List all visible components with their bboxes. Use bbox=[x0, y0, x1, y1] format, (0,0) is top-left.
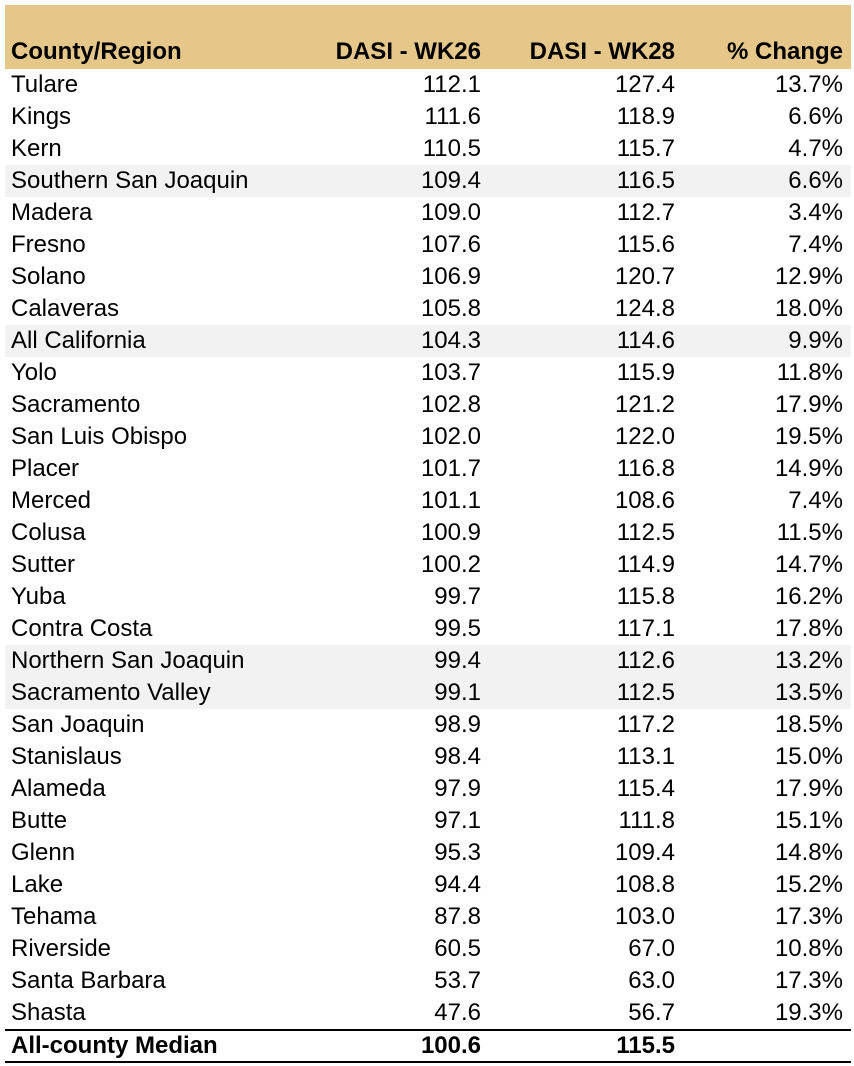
table-row bbox=[5, 261, 851, 293]
percent-change-cell: 14.7% bbox=[774, 551, 843, 578]
dasi-wk26-cell: 112.1 bbox=[422, 71, 481, 98]
percent-change-cell: 18.0% bbox=[774, 295, 843, 322]
dasi-wk26-cell: 109.4 bbox=[420, 167, 481, 194]
dasi-wk26-cell: 95.3 bbox=[434, 839, 481, 866]
county-name-cell: Kings bbox=[11, 103, 72, 130]
table-body bbox=[5, 69, 851, 1030]
dasi-wk26-cell: 99.5 bbox=[434, 615, 481, 642]
region-row bbox=[5, 677, 851, 709]
dasi-wk26-cell: 111.6 bbox=[424, 103, 481, 130]
percent-change-cell: 13.2% bbox=[774, 647, 843, 674]
dasi-wk26-cell: 53.7 bbox=[434, 967, 481, 994]
county-name-cell: Tehama bbox=[11, 903, 97, 930]
dasi-wk26-cell: 47.6 bbox=[434, 999, 481, 1026]
county-name-cell: Alameda bbox=[11, 775, 106, 802]
column-header-dasi-wk28: DASI - WK28 bbox=[529, 38, 675, 65]
table-row bbox=[5, 485, 851, 517]
table-row bbox=[5, 933, 851, 965]
dasi-wk26-cell: 103.7 bbox=[420, 359, 481, 386]
dasi-wk28-cell: 118.9 bbox=[616, 103, 675, 130]
percent-change-cell: 6.6% bbox=[788, 103, 843, 130]
dasi-wk28-cell: 112.7 bbox=[616, 199, 675, 226]
county-name-cell: Colusa bbox=[11, 519, 86, 546]
dasi-wk28-cell: 108.6 bbox=[614, 487, 675, 514]
table-row bbox=[5, 69, 851, 101]
county-name-cell: Shasta bbox=[11, 999, 86, 1026]
region-row bbox=[5, 325, 851, 357]
dasi-wk26-cell: 102.8 bbox=[420, 391, 481, 418]
table-row bbox=[5, 293, 851, 325]
table-row bbox=[5, 581, 851, 613]
table-row bbox=[5, 901, 851, 933]
dasi-wk28-cell: 114.9 bbox=[616, 551, 675, 578]
dasi-wk26-cell: 110.5 bbox=[422, 135, 481, 162]
dasi-wk26-cell: 106.9 bbox=[420, 263, 481, 290]
dasi-wk26-cell: 87.8 bbox=[434, 903, 481, 930]
region-row bbox=[5, 165, 851, 197]
dasi-wk28-cell: 117.1 bbox=[616, 615, 675, 642]
dasi-wk26-cell: 97.9 bbox=[434, 775, 481, 802]
percent-change-cell: 6.6% bbox=[788, 167, 843, 194]
dasi-wk26-cell: 98.9 bbox=[434, 711, 481, 738]
county-name-cell: Fresno bbox=[11, 231, 86, 258]
dasi-wk26-cell: 101.1 bbox=[420, 487, 481, 514]
dasi-wk28-cell: 115.4 bbox=[616, 775, 675, 802]
dasi-wk26-cell: 99.1 bbox=[434, 679, 481, 706]
dasi-wk28-cell: 63.0 bbox=[628, 967, 675, 994]
percent-change-cell: 15.1% bbox=[774, 807, 843, 834]
dasi-table bbox=[5, 5, 851, 1063]
county-name-cell: Stanislaus bbox=[11, 743, 122, 770]
percent-change-cell: 13.7% bbox=[774, 71, 843, 98]
county-name-cell: Butte bbox=[11, 807, 68, 834]
percent-change-cell: 15.2% bbox=[774, 871, 843, 898]
percent-change-cell: 17.3% bbox=[774, 967, 843, 994]
dasi-wk26-cell: 109.0 bbox=[420, 199, 481, 226]
dasi-wk28-cell: 121.2 bbox=[614, 391, 675, 418]
percent-change-cell: 11.8% bbox=[776, 359, 843, 386]
percent-change-cell: 9.9% bbox=[788, 327, 843, 354]
dasi-wk26-cell: 99.4 bbox=[434, 647, 481, 674]
percent-change-cell: 12.9% bbox=[774, 263, 843, 290]
dasi-wk28-cell: 115.8 bbox=[616, 583, 675, 610]
column-header-dasi-wk26: DASI - WK26 bbox=[335, 38, 481, 65]
table-row bbox=[5, 805, 851, 837]
dasi-wk26-cell: 99.7 bbox=[434, 583, 481, 610]
column-header-percent-change: % Change bbox=[726, 38, 843, 65]
table-row bbox=[5, 197, 851, 229]
county-name-cell: Solano bbox=[11, 263, 86, 290]
table-row bbox=[5, 421, 851, 453]
percent-change-cell: 17.8% bbox=[774, 615, 843, 642]
dasi-wk28-cell: 109.4 bbox=[614, 839, 675, 866]
table-row bbox=[5, 229, 851, 261]
region-row bbox=[5, 645, 851, 677]
dasi-wk28-cell: 108.8 bbox=[614, 871, 675, 898]
table-header bbox=[5, 5, 851, 69]
dasi-wk28-cell: 112.6 bbox=[616, 647, 675, 674]
median-wk26: 100.6 bbox=[420, 1032, 481, 1059]
county-name-cell: Tulare bbox=[11, 71, 79, 98]
county-name-cell: Northern San Joaquin bbox=[11, 647, 245, 674]
dasi-wk26-cell: 100.9 bbox=[420, 519, 481, 546]
county-name-cell: Sacramento bbox=[11, 391, 141, 418]
percent-change-cell: 3.4% bbox=[788, 199, 843, 226]
dasi-wk26-cell: 98.4 bbox=[434, 743, 481, 770]
county-name-cell: Santa Barbara bbox=[11, 967, 166, 994]
county-name-cell: Yuba bbox=[11, 583, 66, 610]
median-row bbox=[5, 1030, 851, 1062]
county-name-cell: Kern bbox=[11, 135, 62, 162]
dasi-wk26-cell: 97.1 bbox=[434, 807, 481, 834]
dasi-wk26-cell: 94.4 bbox=[434, 871, 481, 898]
county-name-cell: All California bbox=[11, 327, 146, 354]
dasi-wk26-cell: 102.0 bbox=[420, 423, 481, 450]
percent-change-cell: 11.5% bbox=[776, 519, 843, 546]
percent-change-cell: 17.3% bbox=[774, 903, 843, 930]
dasi-wk28-cell: 112.5 bbox=[616, 679, 675, 706]
percent-change-cell: 14.8% bbox=[774, 839, 843, 866]
county-name-cell: Sutter bbox=[11, 551, 76, 578]
percent-change-cell: 19.5% bbox=[774, 423, 843, 450]
percent-change-cell: 4.7% bbox=[788, 135, 843, 162]
dasi-wk28-cell: 56.7 bbox=[628, 999, 675, 1026]
median-wk28: 115.5 bbox=[616, 1032, 675, 1059]
median-label: All-county Median bbox=[11, 1032, 218, 1059]
dasi-wk28-cell: 116.5 bbox=[616, 167, 675, 194]
table-footer bbox=[5, 1030, 851, 1062]
dasi-wk26-cell: 105.8 bbox=[420, 295, 481, 322]
percent-change-cell: 7.4% bbox=[788, 231, 843, 258]
county-name-cell: Sacramento Valley bbox=[11, 679, 211, 706]
table-row bbox=[5, 517, 851, 549]
county-name-cell: Placer bbox=[11, 455, 80, 482]
table-row bbox=[5, 837, 851, 869]
dasi-wk28-cell: 115.6 bbox=[616, 231, 675, 258]
header-row bbox=[5, 5, 851, 69]
dasi-wk28-cell: 127.4 bbox=[614, 71, 675, 98]
county-name-cell: Lake bbox=[11, 871, 64, 898]
dasi-wk28-cell: 113.1 bbox=[616, 743, 675, 770]
percent-change-cell: 17.9% bbox=[774, 391, 843, 418]
dasi-wk28-cell: 120.7 bbox=[614, 263, 675, 290]
county-name-cell: Yolo bbox=[11, 359, 57, 386]
table-row bbox=[5, 709, 851, 741]
table-row bbox=[5, 741, 851, 773]
table-row bbox=[5, 357, 851, 389]
dasi-wk26-cell: 101.7 bbox=[420, 455, 481, 482]
dasi-wk26-cell: 100.2 bbox=[420, 551, 481, 578]
dasi-wk26-cell: 104.3 bbox=[420, 327, 481, 354]
dasi-wk28-cell: 67.0 bbox=[628, 935, 675, 962]
percent-change-cell: 10.8% bbox=[774, 935, 843, 962]
table-row bbox=[5, 773, 851, 805]
table-row bbox=[5, 101, 851, 133]
percent-change-cell: 17.9% bbox=[774, 775, 843, 802]
dasi-wk28-cell: 124.8 bbox=[614, 295, 675, 322]
county-name-cell: Madera bbox=[11, 199, 93, 226]
percent-change-cell: 13.5% bbox=[774, 679, 843, 706]
dasi-wk28-cell: 114.6 bbox=[616, 327, 675, 354]
county-name-cell: Merced bbox=[11, 487, 92, 514]
percent-change-cell: 16.2% bbox=[774, 583, 843, 610]
dasi-wk26-cell: 107.6 bbox=[420, 231, 481, 258]
table-row bbox=[5, 133, 851, 165]
percent-change-cell: 18.5% bbox=[774, 711, 843, 738]
county-name-cell: Riverside bbox=[11, 935, 112, 962]
county-name-cell: Calaveras bbox=[11, 295, 120, 322]
table-row bbox=[5, 997, 851, 1030]
county-name-cell: Glenn bbox=[11, 839, 76, 866]
table-row bbox=[5, 389, 851, 421]
percent-change-cell: 15.0% bbox=[774, 743, 843, 770]
dasi-wk28-cell: 115.9 bbox=[616, 359, 675, 386]
percent-change-cell: 14.9% bbox=[774, 455, 843, 482]
percent-change-cell: 19.3% bbox=[774, 999, 843, 1026]
county-name-cell: San Luis Obispo bbox=[11, 423, 188, 450]
dasi-wk28-cell: 112.5 bbox=[616, 519, 675, 546]
table-row bbox=[5, 965, 851, 997]
county-name-cell: Contra Costa bbox=[11, 615, 153, 642]
dasi-wk28-cell: 117.2 bbox=[616, 711, 675, 738]
table-row bbox=[5, 613, 851, 645]
table-row bbox=[5, 549, 851, 581]
median-change bbox=[683, 1030, 851, 1062]
dasi-wk26-cell: 60.5 bbox=[434, 935, 481, 962]
county-name-cell: Southern San Joaquin bbox=[11, 167, 249, 194]
dasi-wk28-cell: 116.8 bbox=[616, 455, 675, 482]
dasi-wk28-cell: 115.7 bbox=[616, 135, 675, 162]
dasi-wk28-cell: 122.0 bbox=[614, 423, 675, 450]
column-header-county-region: County/Region bbox=[11, 38, 182, 65]
dasi-wk28-cell: 103.0 bbox=[614, 903, 675, 930]
table-row bbox=[5, 453, 851, 485]
percent-change-cell: 7.4% bbox=[788, 487, 843, 514]
county-name-cell: San Joaquin bbox=[11, 711, 145, 738]
dasi-wk28-cell: 111.8 bbox=[618, 807, 675, 834]
table-row bbox=[5, 869, 851, 901]
